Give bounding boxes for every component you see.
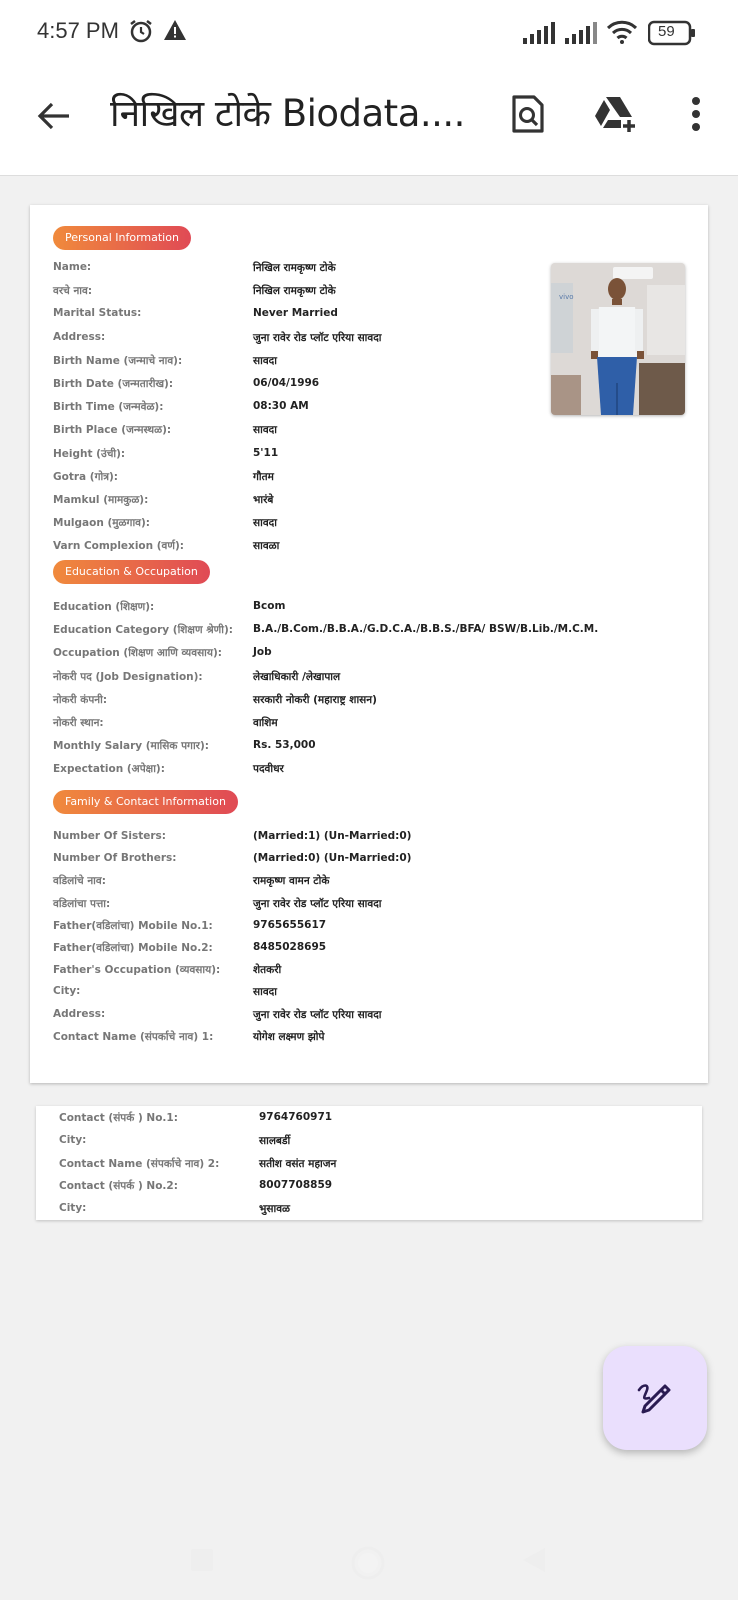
row-label: Birth Name (जन्माचे नाव): [53, 354, 183, 367]
drive-add-icon[interactable] [590, 88, 642, 140]
row-label: Marital Status: [53, 307, 142, 320]
row-value: निखिल रामकृष्ण टोके [253, 262, 336, 274]
document-title: निखिल टोके Biodata.... [110, 92, 465, 135]
row-label: Father(वडिलांचा) Mobile No.1: [53, 919, 213, 932]
row-value: Rs. 53,000 [253, 739, 316, 752]
row-value: (Married:0) (Un-Married:0) [253, 852, 412, 865]
info-row [53, 985, 683, 1003]
status-time: 4:57 PM [37, 18, 119, 43]
edit-fab-button[interactable] [603, 1346, 707, 1450]
row-label: Father's Occupation (व्यवसाय): [53, 964, 221, 977]
row-label: नोकरी कंपनी: [53, 693, 108, 706]
document-page [30, 205, 708, 1083]
row-label: Mamkul (मामकुळ): [53, 494, 149, 506]
row-value: (Married:1) (Un-Married:0) [253, 830, 412, 842]
info-row [53, 670, 683, 688]
info-row [53, 897, 683, 915]
row-label: नोकरी पद (Job Designation): [53, 670, 203, 683]
svg-text:vivo: vivo [559, 293, 574, 301]
wifi-icon [606, 19, 638, 49]
row-value: सतीश वसंत महाजन [259, 1157, 337, 1170]
info-row [53, 693, 683, 711]
row-value: पदवीधर [253, 763, 284, 776]
info-row [53, 852, 683, 870]
row-label: Expectation (अपेक्षा): [53, 763, 165, 776]
row-label: Number Of Sisters: [53, 830, 167, 842]
info-row [53, 539, 683, 557]
info-row [53, 600, 683, 618]
row-value: शेतकरी [253, 964, 282, 977]
battery-icon [648, 20, 696, 50]
row-value: गौतम [253, 470, 274, 483]
info-row [53, 516, 683, 534]
row-value: सावदा [253, 424, 277, 437]
document-page [36, 1106, 702, 1220]
back-triangle-icon[interactable] [521, 1546, 547, 1578]
row-label: Education (शिक्षण): [53, 601, 155, 613]
info-row [53, 646, 683, 664]
row-value: 8485028695 [253, 941, 327, 953]
row-label: Monthly Salary (मासिक पगार): [53, 740, 209, 753]
info-row [53, 1030, 683, 1048]
edit-pen-icon [635, 1376, 675, 1420]
info-row [53, 1008, 683, 1026]
info-row [53, 470, 683, 488]
section-header-personal: Personal Information [53, 226, 191, 250]
info-row [53, 716, 683, 734]
info-row [53, 762, 683, 780]
row-label: City: [53, 985, 81, 998]
row-value: Job [253, 646, 272, 659]
info-row [53, 493, 683, 511]
home-circle-icon[interactable] [351, 1546, 385, 1584]
row-label: Occupation (शिक्षण आणि व्यवसाय): [53, 647, 222, 660]
more-vert-icon[interactable] [670, 88, 722, 140]
info-row [59, 1179, 689, 1197]
info-row [53, 963, 683, 981]
row-value: सरकारी नोकरी (महाराष्ट्र शासन) [253, 693, 377, 706]
row-label: Contact Name (संपर्काचे नाव) 2: [59, 1157, 220, 1170]
profile-photo [551, 263, 685, 415]
navigation-bar [0, 1530, 738, 1600]
section-header-education: Education & Occupation [53, 560, 210, 584]
row-label: Gotra (गोत्र): [53, 470, 118, 483]
row-label: Address: [53, 1007, 106, 1020]
row-value: रामकृष्ण वामन टोके [253, 875, 330, 888]
row-value: Bcom [253, 600, 286, 612]
row-value: लेखाधिकारी /लेखापाल [253, 670, 341, 683]
row-label: Varn Complexion (वर्ण): [53, 540, 184, 553]
row-label: Number Of Brothers: [53, 852, 177, 865]
alarm-icon [128, 18, 154, 48]
info-row [53, 423, 683, 441]
row-value: सावळा [253, 540, 280, 553]
info-row [53, 919, 683, 937]
row-label: वरचे नाव: [53, 285, 93, 298]
row-label: Height (उंची): [53, 447, 126, 460]
row-label: Name: [53, 261, 92, 273]
info-row [59, 1157, 689, 1175]
recents-square-icon[interactable] [190, 1548, 214, 1576]
info-row [53, 739, 683, 757]
info-row [59, 1202, 689, 1220]
info-row [53, 874, 683, 892]
signal-icon [565, 22, 599, 48]
row-label: Contact (संपर्क ) No.2: [59, 1180, 178, 1193]
row-label: Education Category (शिक्षण श्रेणी): [53, 624, 233, 637]
row-label: Contact Name (संपर्काचे नाव) 1: [53, 1030, 214, 1043]
find-in-page-icon[interactable] [502, 88, 554, 140]
row-value: सावदा [253, 986, 277, 999]
row-label: Birth Date (जन्मतारीख): [53, 378, 174, 390]
row-value: 8007708859 [259, 1179, 333, 1192]
warning-icon [163, 18, 187, 46]
row-value: वाशिम [253, 717, 278, 729]
back-arrow-icon[interactable] [30, 92, 78, 140]
row-value: जुना रावेर रोड प्लॉट एरिया सावदा [253, 1008, 382, 1021]
info-row [53, 623, 683, 641]
row-value: जुना रावेर रोड प्लॉट एरिया सावदा [253, 897, 382, 910]
signal-icon [523, 22, 557, 48]
row-label: वडिलांचा पत्ता: [53, 897, 111, 910]
row-value: 08:30 AM [253, 400, 309, 413]
row-value: 06/04/1996 [253, 377, 320, 389]
row-value: भारंबे [253, 494, 274, 506]
row-label: Father(वडिलांचा) Mobile No.2: [53, 942, 213, 954]
info-row [53, 830, 683, 848]
info-row [59, 1111, 689, 1129]
row-value: जुना रावेर रोड प्लॉट एरिया सावदा [253, 331, 382, 344]
row-value: B.A./B.Com./B.B.A./G.D.C.A./B.B.S./BFA/ BSW/B.Lib./M.C.M. [253, 623, 599, 636]
row-label: Birth Place (जन्मस्थळ): [53, 424, 172, 437]
row-label: नोकरी स्थान: [53, 717, 104, 729]
row-label: वडिलांचे नाव: [53, 875, 106, 888]
row-label: Mulgaon (मुळगाव): [53, 517, 150, 530]
row-value: सालबर्डी [259, 1134, 291, 1147]
info-row [53, 447, 683, 465]
row-label: City: [59, 1202, 87, 1215]
row-label: Birth Time (जन्मवेळ): [53, 401, 164, 414]
app-bar [0, 64, 738, 176]
row-label: Contact (संपर्क ) No.1: [59, 1112, 178, 1124]
row-value: 9764760971 [259, 1111, 333, 1123]
row-label: City: [59, 1133, 87, 1146]
row-value: निखिल रामकृष्ण टोके [253, 285, 336, 298]
row-value: Never Married [253, 307, 338, 320]
row-value: सावदा [253, 354, 277, 367]
info-row [59, 1134, 689, 1152]
row-value: 5'11 [253, 446, 279, 459]
section-header-family: Family & Contact Information [53, 790, 238, 814]
row-value: भुसावळ [259, 1203, 291, 1216]
row-value: योगेश लक्ष्मण झोपे [253, 1030, 325, 1043]
info-row [53, 941, 683, 959]
row-value: 9765655617 [253, 918, 327, 931]
row-label: Address: [53, 330, 106, 343]
battery-level: 59 [658, 23, 675, 40]
row-value: सावदा [253, 517, 277, 530]
status-bar [0, 0, 738, 64]
